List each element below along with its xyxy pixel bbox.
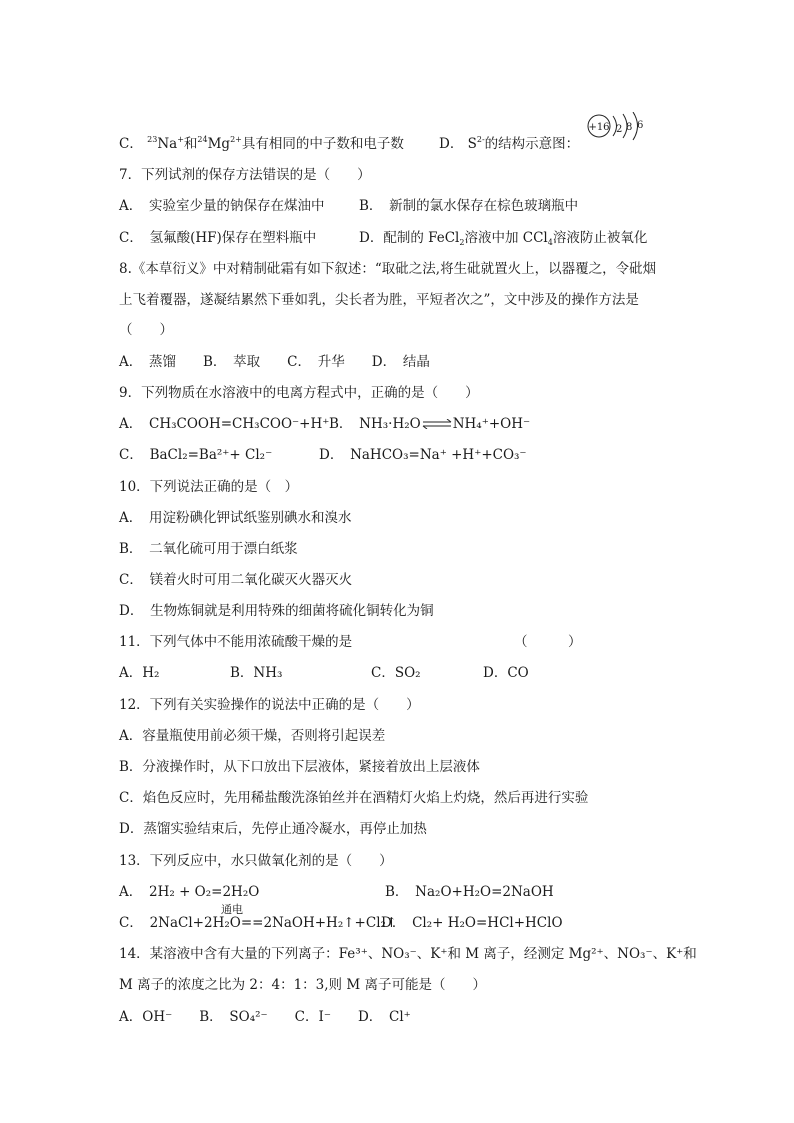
- q9b-left: B． NH₃·H₂O: [329, 416, 421, 432]
- mg-symbol: Mg: [207, 136, 231, 152]
- q6d-option: [439, 136, 579, 152]
- q9-option-d: D． NaHCO₃=Na⁺ +H⁺+CO₃⁻: [319, 447, 527, 463]
- equilibrium-arrow-icon: [421, 417, 453, 433]
- q11-stem-row: [119, 634, 719, 650]
- na-symbol: Na: [157, 136, 178, 152]
- q9-option-c: C． BaCl₂=Ba²⁺+ Cl₂⁻: [119, 447, 273, 463]
- q10-option-c: C． 镁着火时可用二氧化碳灭火器灭火: [119, 572, 353, 588]
- q8-options: A． 蒸馏 B． 萃取 C． 升华 D． 结晶: [119, 354, 430, 370]
- q9-option-b: [329, 416, 530, 433]
- q13-option-a: A． 2H₂ + O₂=2H₂O: [119, 884, 260, 900]
- q8-line-3: （ ）: [119, 322, 173, 338]
- q11-option-a: A．H₂: [119, 665, 160, 681]
- q10-stem: 10．下列说法正确的是（ ）: [119, 479, 299, 495]
- na-mass: 23: [147, 135, 158, 144]
- q11-paren: （ ）: [514, 634, 582, 650]
- q11-option-b: B．NH₃: [230, 665, 283, 681]
- shell-2-count: 8: [626, 122, 633, 133]
- atom-diagram-svg: [585, 112, 655, 148]
- q12-stem: 12．下列有关实验操作的说法中正确的是（ ）: [119, 697, 420, 713]
- q14-line-1: 14．某溶液中含有大量的下列离子：Fe³⁺、NO₃⁻、K⁺和 M 离子，经测定 Mg²⁺、NO₃⁻、K⁺和: [119, 946, 697, 962]
- q6c-and: 和: [183, 136, 198, 152]
- q6c-label: C．: [119, 136, 143, 152]
- q7-option-c: C． 氢氟酸(HF)保存在塑料瓶中: [119, 230, 317, 246]
- q7d-part1: D．配制的 FeCl: [359, 230, 460, 246]
- na-charge: +: [177, 135, 184, 144]
- q7d-part2: 溶液中加 CCl: [464, 230, 548, 246]
- q7-options-ab: [119, 198, 719, 214]
- q7-option-a: A． 实验室少量的钠保存在煤油中: [119, 198, 325, 214]
- q11-option-c: C．SO₂: [371, 665, 421, 681]
- q7-option-d: [359, 230, 647, 246]
- q7d-part3: 溶液防止被氧化: [552, 230, 648, 246]
- q13-option-c: C． 2NaCl+2H₂O==2NaOH+H₂↑+Cl₂↑: [119, 915, 398, 931]
- s-symbol: S: [467, 136, 477, 152]
- q9-option-a: A． CH₃COOH=CH₃COO⁻+H⁺: [119, 416, 330, 432]
- q12-option-d: D．蒸馏实验结束后，先停止通冷凝水，再停止加热: [119, 821, 427, 837]
- q6d-text: 的结构示意图：: [484, 136, 580, 152]
- nucleus-label: +16: [588, 122, 610, 133]
- q7-stem: 7．下列试剂的保存方法错误的是（ ）: [119, 167, 371, 183]
- q14-options: A．OH⁻ B． SO₄²⁻ C．I⁻ D． Cl⁺: [119, 1009, 411, 1025]
- q9b-right: NH₄⁺+OH⁻: [452, 416, 531, 432]
- q13-option-d: D． Cl₂+ H₂O=HCl+HClO: [381, 915, 563, 931]
- q7d-sub4: 4: [547, 238, 553, 247]
- q10-option-b: B． 二氧化硫可用于漂白纸浆: [119, 541, 298, 557]
- q13-options-ab: [119, 884, 719, 900]
- q12-option-c: C．焰色反应时，先用稀盐酸洗涤铂丝并在酒精灯火焰上灼烧，然后再进行实验: [119, 790, 589, 806]
- q9-options-ab: [119, 416, 719, 432]
- q13-options-cd: [119, 915, 719, 931]
- q11-options: [119, 665, 719, 681]
- q7-option-b: B． 新制的氯水保存在棕色玻璃瓶中: [359, 198, 579, 214]
- mg-mass: 24: [197, 135, 208, 144]
- q13-stem: 13．下列反应中，水只做氧化剂的是（ ）: [119, 853, 393, 869]
- q10-option-d: D． 生物炼铜就是利用特殊的细菌将硫化铜转化为铜: [119, 603, 434, 619]
- q7-options-cd: [119, 230, 719, 246]
- q6d-label: D．: [439, 136, 464, 152]
- q9-options-cd: [119, 447, 719, 463]
- q11-stem: 11．下列气体中不能用浓硫酸干燥的是: [119, 634, 353, 650]
- q12-option-a: A．容量瓶使用前必须干燥，否则将引起误差: [119, 728, 386, 744]
- shell-1-count: 2: [616, 124, 623, 135]
- q9-stem: 9．下列物质在水溶液中的电离方程式中，正确的是（ ）: [119, 385, 479, 401]
- sulfur-ion-structure-diagram: [585, 112, 655, 148]
- q13-option-b: B． Na₂O+H₂O=2NaOH: [385, 884, 554, 900]
- q11-option-d: D．CO: [483, 665, 529, 681]
- mg-charge: 2+: [230, 135, 242, 144]
- q10-option-a: A． 用淀粉碘化钾试纸鉴别碘水和溴水: [119, 510, 352, 526]
- q7d-sub2: 2: [459, 238, 465, 247]
- q14-line-2: M 离子的浓度之比为 2：4：1：3,则 M 离子可能是（ ）: [119, 977, 486, 993]
- q8-line-1: 8.《本草衍义》中对精制砒霜有如下叙述：“取砒之法,将生砒就置火上，以器覆之，令砒烟: [119, 261, 657, 277]
- s-charge: 2-: [476, 135, 485, 144]
- q6c-text: 具有相同的中子数和电子数: [241, 136, 404, 152]
- q12-option-b: B．分液操作时，从下口放出下层液体，紧接着放出上层液体: [119, 759, 480, 775]
- q8-line-2: 上飞着覆器，遂凝结累然下垂如乳，尖长者为胜，平短者次之”，文中涉及的操作方法是: [119, 292, 639, 308]
- shell-3-count: 6: [637, 120, 644, 131]
- q13c-reaction-condition: 通电: [221, 903, 243, 916]
